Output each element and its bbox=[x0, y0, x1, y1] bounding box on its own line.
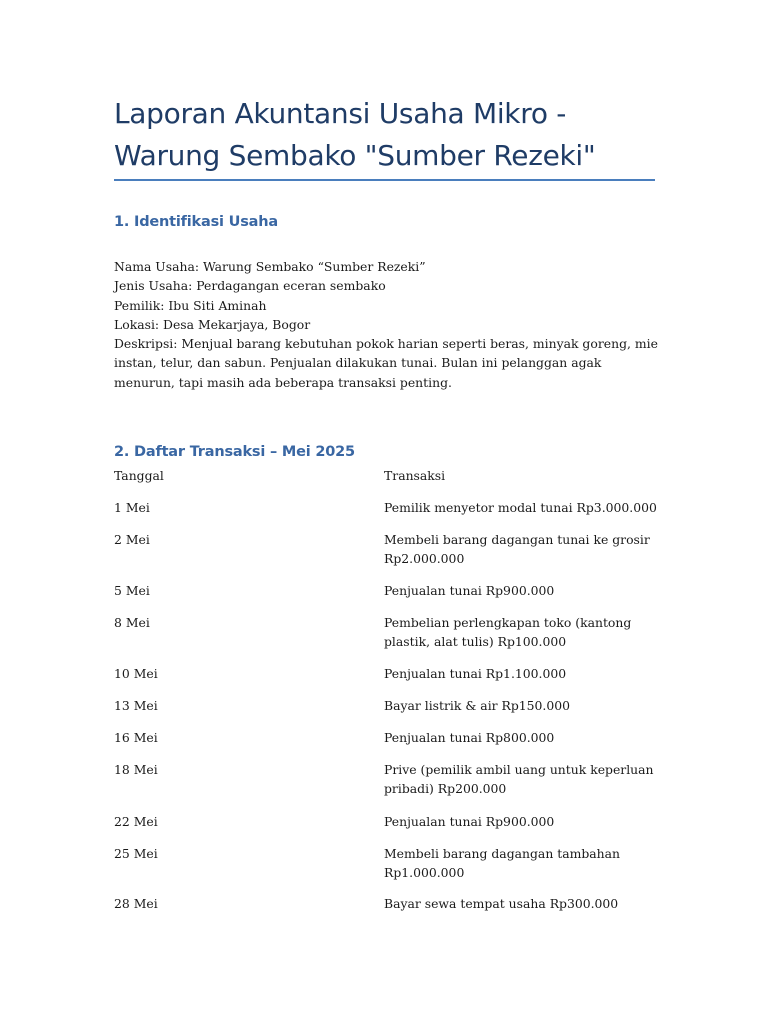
row-transaction: Pemilik menyetor modal tunai Rp3.000.000 bbox=[384, 500, 657, 515]
column-header-transaction: Transaksi bbox=[384, 468, 446, 483]
row-transaction: Penjualan tunai Rp900.000 bbox=[384, 814, 555, 829]
document-title: Laporan Akuntansi Usaha Mikro - Warung Sembako "Sumber Rezeki" bbox=[114, 97, 596, 172]
business-name-line: Nama Usaha: Warung Sembako “Sumber Rezeki” bbox=[114, 259, 426, 274]
row-transaction: Penjualan tunai Rp900.000 bbox=[384, 583, 555, 598]
row-date: 22 Mei bbox=[114, 814, 158, 829]
business-type-line: Jenis Usaha: Perdagangan eceran sembako bbox=[114, 278, 386, 294]
row-date: 16 Mei bbox=[114, 730, 158, 745]
row-date: 28 Mei bbox=[114, 896, 158, 911]
row-transaction: Bayar sewa tempat usaha Rp300.000 bbox=[384, 896, 619, 911]
row-date: 18 Mei bbox=[114, 762, 158, 777]
row-transaction: Penjualan tunai Rp1.100.000 bbox=[384, 666, 567, 681]
row-date: 5 Mei bbox=[114, 583, 150, 598]
row-transaction: Pembelian perlengkapan toko (kantong plastik, alat tulis) Rp100.000 bbox=[384, 615, 632, 650]
column-header-date: Tanggal bbox=[114, 468, 164, 483]
row-transaction: Membeli barang dagangan tambahan Rp1.000.000 bbox=[384, 846, 621, 881]
section-heading-transactions: 2. Daftar Transaksi – Mei 2025 bbox=[114, 444, 355, 460]
row-transaction: Penjualan tunai Rp800.000 bbox=[384, 730, 555, 745]
description-paragraph: Deskripsi: Menjual barang kebutuhan pokok harian seperti beras, minyak goreng, mie instan, telur, dan sabun. Penjualan dilakukan tunai. Bulan ini pelanggan agak menurun, tapi masih ada beberapa transaksi penting. bbox=[114, 336, 658, 390]
row-date: 1 Mei bbox=[114, 500, 150, 515]
row-transaction: Membeli barang dagangan tunai ke grosir Rp2.000.000 bbox=[384, 532, 650, 567]
owner-line: Pemilik: Ibu Siti Aminah bbox=[114, 297, 267, 313]
row-date: 25 Mei bbox=[114, 846, 158, 861]
row-date: 10 Mei bbox=[114, 666, 158, 681]
row-date: 8 Mei bbox=[114, 615, 150, 630]
row-transaction: Bayar listrik & air Rp150.000 bbox=[384, 698, 571, 713]
section-heading-identification: 1. Identifikasi Usaha bbox=[114, 214, 278, 230]
business-info bbox=[114, 257, 659, 392]
title-underline bbox=[114, 179, 655, 181]
location-line: Lokasi: Desa Mekarjaya, Bogor bbox=[114, 316, 311, 332]
row-date: 2 Mei bbox=[114, 532, 150, 547]
row-transaction: Prive (pemilik ambil uang untuk keperluan pribadi) Rp200.000 bbox=[384, 762, 654, 797]
row-date: 13 Mei bbox=[114, 698, 158, 713]
